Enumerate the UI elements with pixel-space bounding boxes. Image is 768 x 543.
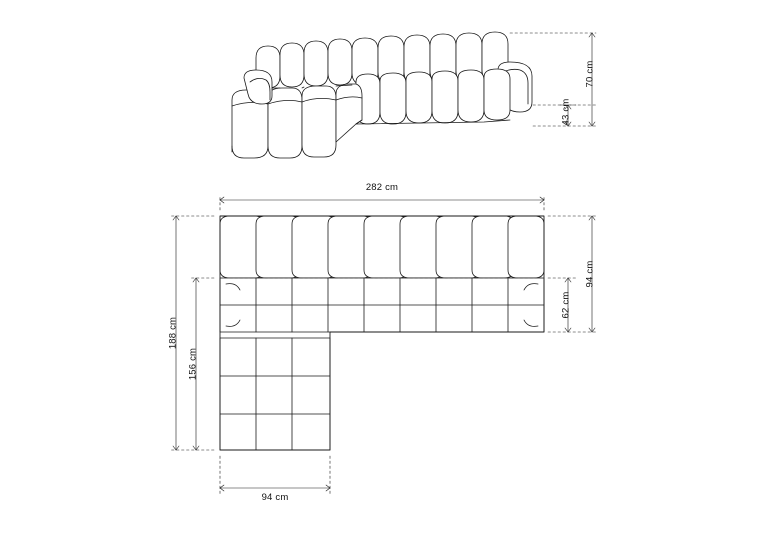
dim-label-chaise-width-94: 94 cm [261, 492, 289, 503]
dim-label-depth-94: 94 cm [584, 260, 596, 288]
top-view-group [220, 216, 544, 450]
dim-label-seat-depth-62: 62 cm [560, 291, 572, 319]
dim-label-seat-height-43: 43 cm [560, 98, 572, 126]
dim-label-width-282: 282 cm [365, 182, 399, 193]
dim-label-height-70: 70 cm [584, 60, 596, 88]
perspective-view-group [232, 32, 532, 158]
dim-label-depth-156: 156 cm [187, 347, 199, 381]
dim-label-depth-188: 188 cm [167, 316, 179, 350]
